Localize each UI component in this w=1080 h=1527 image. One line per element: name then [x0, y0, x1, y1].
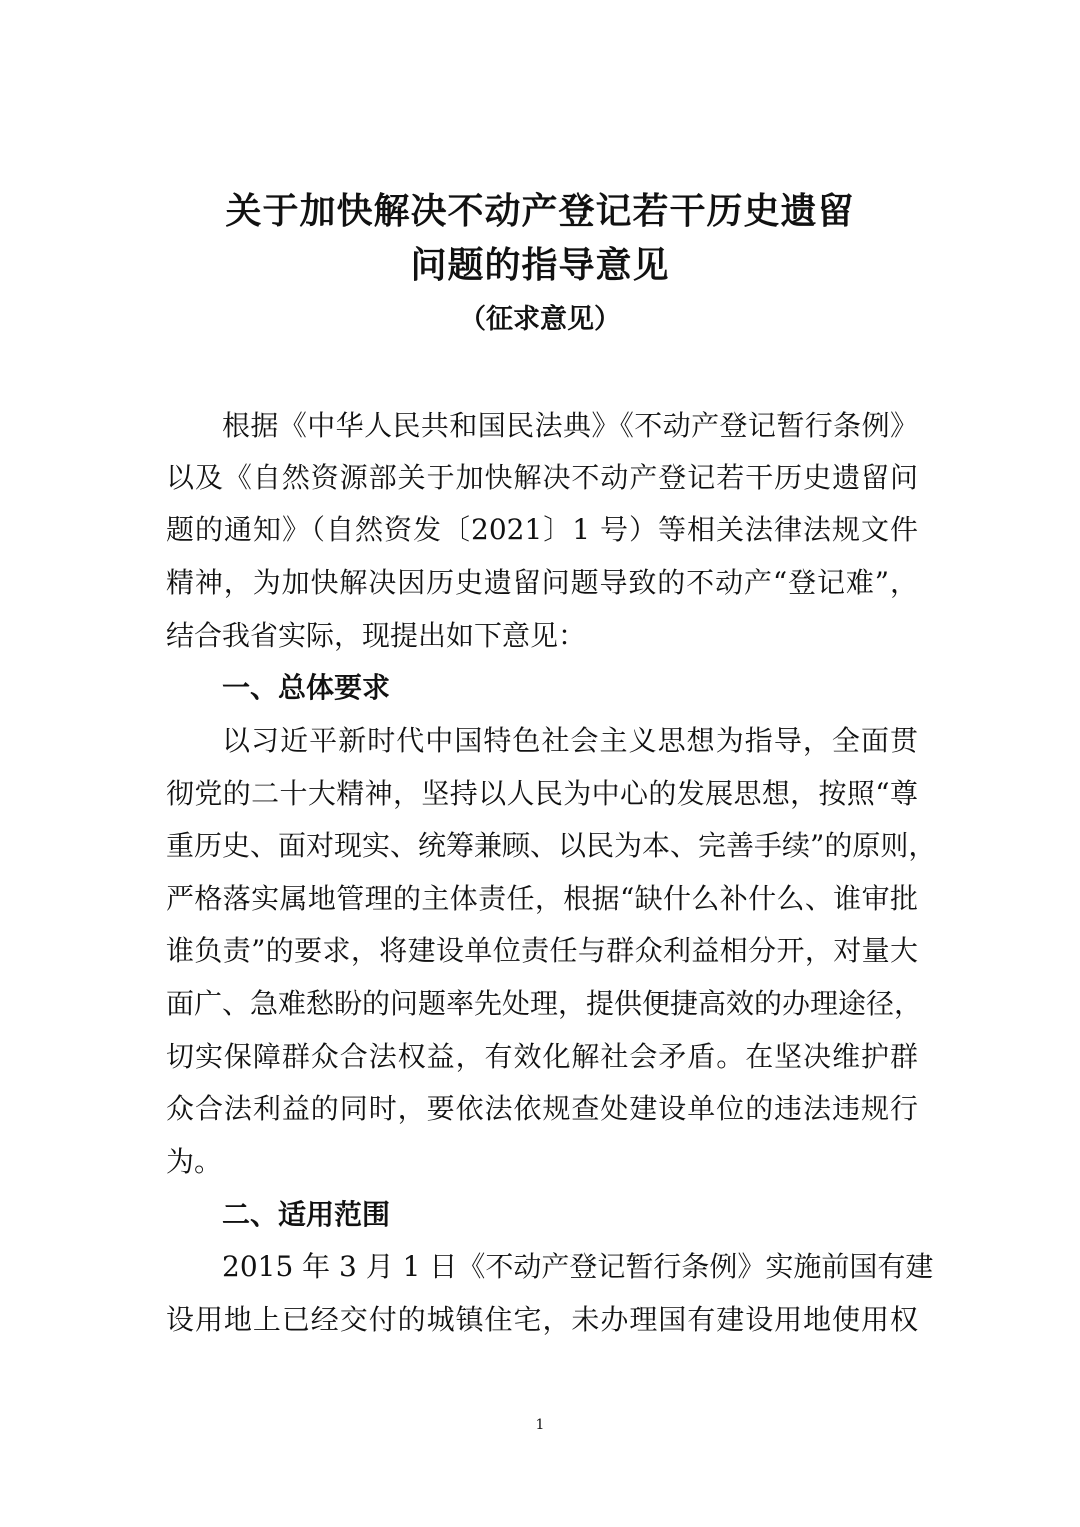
section-1-line-5: 谁负责”的要求，将建设单位责任与群众利益相分开，对量大 — [166, 934, 918, 967]
intro-line-2: 以及《自然资源部关于加快解决不动产登记若干历史遗留问 — [166, 461, 918, 494]
document-title-line-2: 问题的指导意见 — [410, 244, 670, 286]
intro-line-1: 根据《中华人民共和国民法典》《不动产登记暂行条例》 — [222, 409, 918, 442]
document-title-line-1: 关于加快解决不动产登记若干历史遗留 — [225, 190, 855, 232]
section-2-line-1: 2015 年 3 月 1 日《不动产登记暂行条例》实施前国有建 — [222, 1250, 934, 1283]
intro-line-5: 结合我省实际，现提出如下意见： — [166, 619, 587, 652]
section-1-line-1: 以习近平新时代中国特色社会主义思想为指导，全面贯 — [222, 724, 918, 757]
section-2-line-2: 设用地上已经交付的城镇住宅，未办理国有建设用地使用权 — [166, 1303, 918, 1336]
section-1-heading: 一、总体要求 — [222, 671, 391, 704]
section-1-line-4: 严格落实属地管理的主体责任，根据“缺什么补什么、谁审批 — [166, 882, 918, 915]
section-1-line-2: 彻党的二十大精神，坚持以人民为中心的发展思想，按照“尊 — [166, 777, 918, 810]
section-1-line-3: 重历史、面对现实、统筹兼顾、以民为本、完善手续”的原则， — [166, 829, 937, 862]
section-1-line-9: 为。 — [166, 1145, 223, 1178]
section-1-line-7: 切实保障群众合法权益，有效化解社会矛盾。在坚决维护群 — [166, 1040, 918, 1073]
document-subtitle: （征求意见） — [459, 304, 621, 335]
intro-line-3: 题的通知》（自然资发〔2021〕1 号）等相关法律法规文件 — [166, 513, 918, 546]
intro-line-4: 精神，为加快解决因历史遗留问题导致的不动产“登记难”， — [166, 566, 918, 599]
section-2-heading: 二、适用范围 — [222, 1198, 391, 1231]
page-number: 1 — [535, 1417, 545, 1433]
section-1-line-8: 众合法利益的同时，要依法依规查处建设单位的违法违规行 — [166, 1092, 918, 1125]
section-1-line-6: 面广、急难愁盼的问题率先处理，提供便捷高效的办理途径， — [166, 987, 923, 1020]
